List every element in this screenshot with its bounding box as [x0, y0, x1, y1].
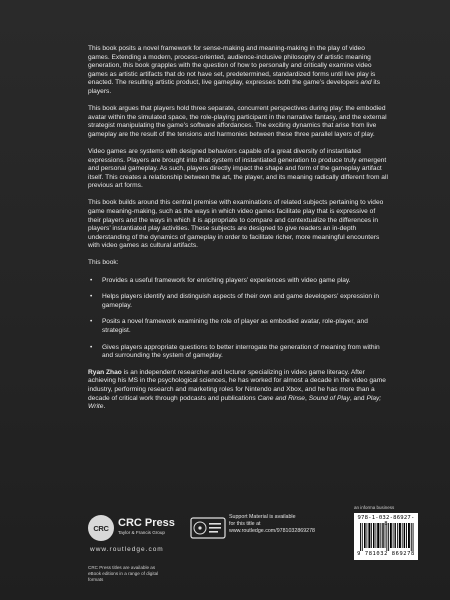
paragraph-2: This book argues that players hold three separate, concurrent perspectives during play: the embodied avatar within the simulated space, the role-playing participant in the narrative fantasy, and the external strategist manipulating the game’s software affordances. The exciting dynamics that arise from live gameplay are the result of the tensions and harmonies between these three parallel layers of play. [88, 105, 387, 138]
publisher-name: CRC Press [118, 517, 175, 529]
support-url[interactable]: www.routledge.com/9781032869278 [229, 528, 315, 534]
separator: . [103, 403, 106, 411]
crc-logo-text: CRC [93, 523, 109, 533]
paragraph-3: Video games are systems with designed behaviors capable of a great diversity of instantiated expressions. Players are brought into that system of instantiated generation to produce truly emergent and personal gameplay. As such, players directly impact the shape and form of the gameplay artifact itself. This creates a relationship between the art, the player, and its meaning radically different from all previous art forms. [88, 147, 388, 190]
barcode-bars [360, 523, 414, 551]
author-bio-text: is an independent researcher and lecturer specializing in video game literacy. After achieving his MS in the psychological sciences, he has worked for almost a decade in the video game industry, performing research and marketing roles for Nintendo and Xbox, and he has more than a decade of critical work through podcasts and publications [88, 368, 386, 402]
support-material-icon [190, 515, 226, 541]
crc-press-logo [88, 515, 114, 541]
author-name: Ryan Zhao [88, 368, 122, 376]
author-bio [88, 369, 388, 412]
paragraph-1 [88, 45, 388, 97]
list-intro: This book: [88, 259, 119, 267]
publication-title: Play; Write [88, 394, 382, 411]
list-item: • Provides a useful framework for enriching players’ experiences with video game play. [88, 277, 388, 286]
paragraph-4: This book builds around this central premise with examinations of related subjects pertaining to video game meaning-making, such as the ways in which video games facilitate play that is expressive of their players and the ways in which it is appropriate to compare and contextualize the differences in players’ instantiated play activities. These subjects are designed to give readers an in-depth understanding of the dynamics of gameplay in order to facilitate richer, more meaningful encounters with video games as cultural artifacts. [88, 199, 384, 250]
isbn-number: 978-1-032-86927-8 [357, 515, 415, 527]
paragraph-1-end: its players. [88, 79, 381, 95]
paragraph-1-text: This book posits a novel framework for sense-making and meaning-making in the play of video games. Extending a modern, process-oriented, audience-inclusive philosophy of artistic meaning generation, this book grapples with the question of how to personally and critically examine video games as artistic artifacts that do not have set, predetermined, standardized forms until live play is enacted. The resulting artistic product, live gameplay, expresses both the game’s developers [88, 45, 376, 87]
list-item: • Gives players appropriate questions to better interrogate the generation of meaning from within and surrounding the system of gameplay. [88, 344, 388, 361]
isbn-barcode [354, 513, 418, 560]
publication-title: Sound of Play [308, 394, 350, 402]
list-item: • Helps players identify and distinguish aspects of their own and game developers’ expression in gameplay. [88, 293, 388, 310]
informa-tagline: an informa business [354, 505, 395, 510]
isbn-digits: 9 781032 869278 [357, 551, 415, 557]
separator: , [305, 394, 309, 402]
list-item: • Posits a novel framework examining the role of player as embodied avatar, role-player, and strategist. [88, 318, 388, 335]
separator: , and [349, 394, 367, 402]
blurb-text [88, 45, 388, 420]
support-line: for this title at [229, 521, 261, 527]
support-line: Support Material is available [229, 514, 296, 520]
support-material-note [229, 514, 349, 535]
publisher-url[interactable]: www.routledge.com [90, 546, 164, 553]
publisher-group: Taylor & Francis Group [118, 530, 165, 535]
publication-title: Cane and Rinse [257, 394, 305, 402]
feature-list [88, 277, 388, 361]
paragraph-1-emphasis: and [360, 79, 372, 87]
ebook-note: CRC Press titles are available as eBook editions in a range of digital formats [88, 565, 159, 582]
